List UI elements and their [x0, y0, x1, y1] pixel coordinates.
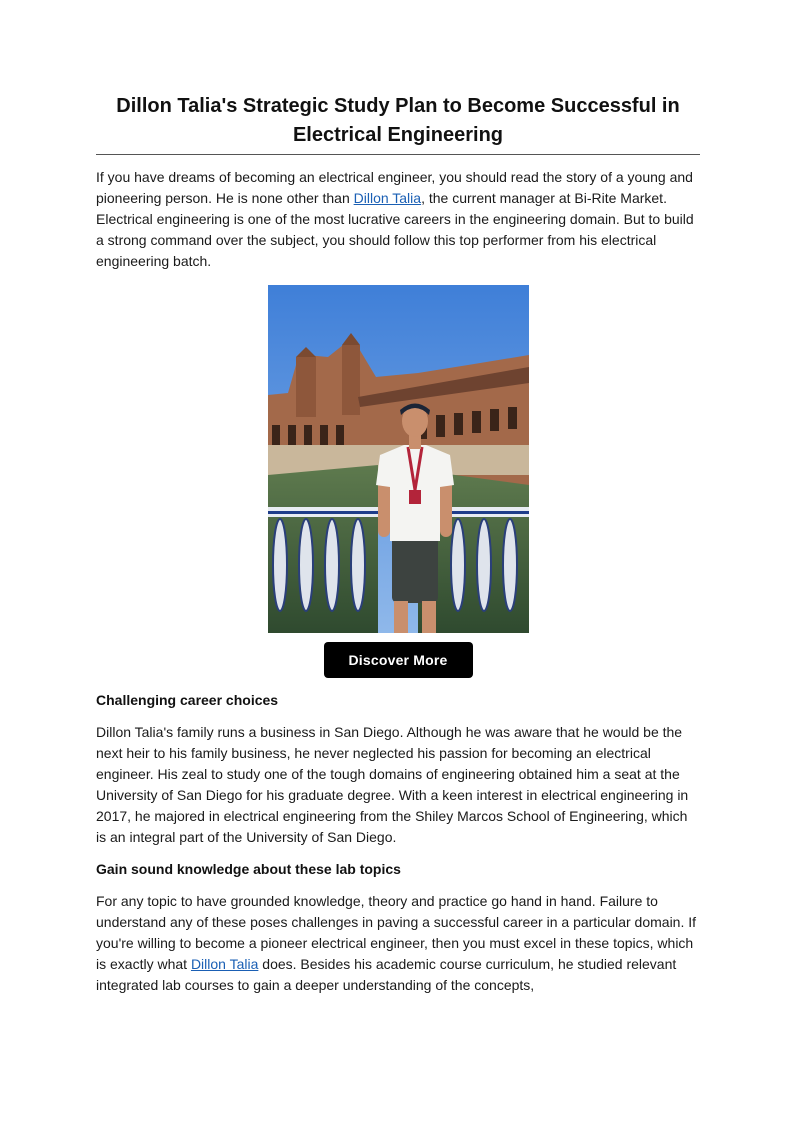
section-body-lab-topics [96, 891, 700, 996]
discover-more-button[interactable]: Discover More [324, 642, 473, 678]
intro-paragraph [96, 167, 700, 272]
dillon-talia-link[interactable]: Dillon Talia [353, 190, 422, 206]
dillon-talia-link-2[interactable]: Dillon Talia [190, 956, 259, 972]
cta-wrapper [96, 642, 700, 678]
person-photo-icon [268, 285, 529, 633]
section-heading-lab-topics: Gain sound knowledge about these lab topics [96, 861, 401, 877]
page-title: Dillon Talia's Strategic Study Plan to Become Successful in Electrical Engineering [96, 92, 700, 155]
section-heading-career: Challenging career choices [96, 692, 279, 708]
person-photo [268, 285, 529, 633]
section-body-career: Dillon Talia's family runs a business in San Diego. Although he was aware that he would be the next heir to his family business, he never neglected his passion for becoming an electrical engineer. His zeal to study one of the tough domains of engineering obtained him a seat at the University of San Diego for his graduate degree. With a keen interest in electrical engineering in 2017, he majored in electrical engineering from the Shiley Marcos School of Engineering, which is an integral part of the University of San Diego. [96, 724, 689, 845]
document-page [96, 92, 700, 996]
lab-text-after: does. Besides his academic course curriculum, he studied relevant integrated lab courses to gain a deeper understanding of the concepts, [96, 956, 677, 993]
intro-text-before: If you have dreams of becoming an electrical engineer, you should read the story of a young and pioneering person. He is none other than [96, 169, 693, 206]
intro-text-after: , the current manager at Bi-Rite Market. Electrical engineering is one of the most lucrative careers in the engineering domain. But to build a strong command over the subject, you should follow this top performer from his electrical engineering batch. [96, 190, 694, 269]
lab-text-before: For any topic to have grounded knowledge, theory and practice go hand in hand. Failure to understand any of these poses challenges in paving a successful career in a particular domain. If you're willing to become a pioneer electrical engineer, then you must excel in these topics, which is exactly what [96, 893, 697, 972]
